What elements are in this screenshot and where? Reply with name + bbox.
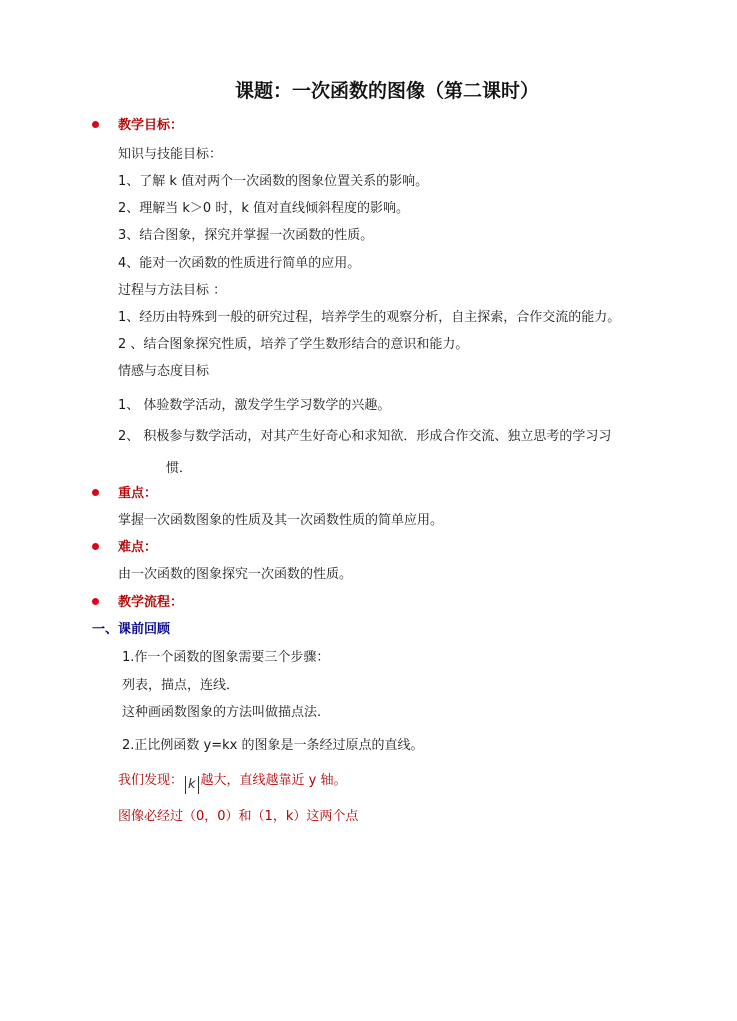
review-item: 1.作一个函数的图象需要三个步骤： xyxy=(122,650,330,665)
key-header-row xyxy=(92,486,157,502)
key-header: 重点： xyxy=(118,486,158,501)
pass-points-line: 图像必经过（0，0）和（1，k）这两个点 xyxy=(118,809,359,824)
key-text: 掌握一次函数图象的性质及其一次函数性质的简单应用。 xyxy=(118,513,444,528)
page-title: 课题：一次函数的图像（第二课时） xyxy=(234,80,539,102)
knowledge-item: 4、能对一次函数的性质进行简单的应用。 xyxy=(118,256,361,271)
emotion-item: 2、 积极参与数学活动，对其产生好奇心和求知欲．形成合作交流、独立思考的学习习 xyxy=(118,429,612,444)
process-header: 教学流程： xyxy=(118,595,184,610)
finding-prefix: 我们发现： xyxy=(118,773,184,788)
knowledge-item: 2、理解当 k＞0 时，k 值对直线倾斜程度的影响。 xyxy=(118,201,409,216)
goals-header-row xyxy=(92,118,183,134)
abs-k-symbol: k xyxy=(188,777,196,792)
knowledge-title: 知识与技能目标： xyxy=(118,147,223,162)
process-item: 1、经历由特殊到一般的研究过程，培养学生的观察分析，自主探索，合作交流的能力。 xyxy=(118,310,621,325)
process-title: 过程与方法目标 ： xyxy=(118,283,227,298)
review-header: 一、课前回顾 xyxy=(92,622,171,637)
difficult-text: 由一次函数的图象探究一次函数的性质。 xyxy=(118,567,353,582)
emotion-item: 1、 体验数学活动，激发学生学习数学的兴趣。 xyxy=(118,398,391,413)
goals-header: 教学目标： xyxy=(118,118,184,133)
bullet-icon xyxy=(92,598,99,605)
abs-k xyxy=(185,776,199,794)
finding-suffix: 越大，直线越靠近 y 轴。 xyxy=(200,773,347,788)
emotion-title: 情感与态度目标 xyxy=(118,364,210,379)
knowledge-item: 1、了解 k 值对两个一次函数的图象位置关系的影响。 xyxy=(118,174,429,189)
difficult-header-row xyxy=(92,540,157,556)
difficult-header: 难点： xyxy=(118,540,158,555)
bullet-icon xyxy=(92,543,99,550)
knowledge-item: 3、结合图象，探究并掌握一次函数的性质。 xyxy=(118,228,374,243)
process-header-row xyxy=(92,595,183,611)
review-item: 列表，描点，连线． xyxy=(122,678,240,693)
emotion-item-tail: 惯． xyxy=(166,461,193,476)
bullet-icon xyxy=(92,489,99,496)
review-item: 2.正比例函数 y=kx 的图象是一条经过原点的直线。 xyxy=(122,738,424,753)
process-item: 2 、结合图象探究性质，培养了学生数形结合的意识和能力。 xyxy=(118,337,469,352)
finding-line xyxy=(118,773,347,794)
review-item: 这种画函数图象的方法叫做描点法. xyxy=(122,705,322,720)
bullet-icon xyxy=(92,121,99,128)
